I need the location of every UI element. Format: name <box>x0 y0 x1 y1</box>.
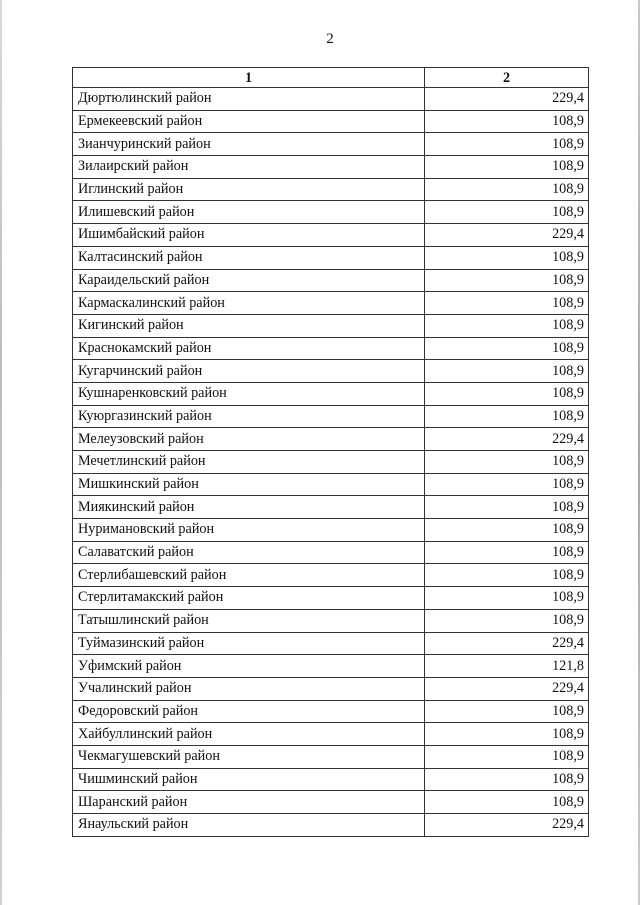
district-name-cell: Шаранский район <box>73 791 425 814</box>
value-cell: 108,9 <box>425 405 589 428</box>
table-header-row <box>73 68 589 88</box>
table-row <box>73 541 589 564</box>
scan-edge-left <box>0 0 2 905</box>
value-cell: 108,9 <box>425 609 589 632</box>
district-name-cell: Кигинский район <box>73 314 425 337</box>
table-row <box>73 451 589 474</box>
value-cell: 229,4 <box>425 88 589 111</box>
value-cell: 108,9 <box>425 519 589 542</box>
district-name-cell: Зилаирский район <box>73 156 425 179</box>
district-name-cell: Стерлитамакский район <box>73 587 425 610</box>
value-cell: 229,4 <box>425 632 589 655</box>
table-row <box>73 178 589 201</box>
value-cell: 108,9 <box>425 723 589 746</box>
table-row <box>73 564 589 587</box>
table-row <box>73 156 589 179</box>
value-cell: 229,4 <box>425 677 589 700</box>
value-cell: 108,9 <box>425 768 589 791</box>
value-cell: 108,9 <box>425 337 589 360</box>
value-cell: 108,9 <box>425 201 589 224</box>
table-row <box>73 269 589 292</box>
table-row <box>73 700 589 723</box>
value-cell: 108,9 <box>425 541 589 564</box>
district-name-cell: Чекмагушевский район <box>73 745 425 768</box>
district-name-cell: Кугарчинский район <box>73 360 425 383</box>
value-cell: 108,9 <box>425 451 589 474</box>
column-header-1: 1 <box>73 68 425 88</box>
table-row <box>73 587 589 610</box>
value-cell: 229,4 <box>425 224 589 247</box>
value-cell: 121,8 <box>425 655 589 678</box>
table-row <box>73 609 589 632</box>
value-cell: 108,9 <box>425 745 589 768</box>
district-name-cell: Куюргазинский район <box>73 405 425 428</box>
district-name-cell: Мечетлинский район <box>73 451 425 474</box>
district-name-cell: Краснокамский район <box>73 337 425 360</box>
table-row <box>73 314 589 337</box>
value-cell: 108,9 <box>425 473 589 496</box>
value-cell: 229,4 <box>425 814 589 837</box>
district-name-cell: Кармаскалинский район <box>73 292 425 315</box>
district-name-cell: Уфимский район <box>73 655 425 678</box>
value-cell: 108,9 <box>425 269 589 292</box>
district-name-cell: Чишминский район <box>73 768 425 791</box>
table-row <box>73 292 589 315</box>
table-row <box>73 405 589 428</box>
value-cell: 108,9 <box>425 246 589 269</box>
table-row <box>73 814 589 837</box>
table-row <box>73 360 589 383</box>
district-name-cell: Федоровский район <box>73 700 425 723</box>
table-row <box>73 473 589 496</box>
table-row <box>73 224 589 247</box>
value-cell: 108,9 <box>425 382 589 405</box>
value-cell: 108,9 <box>425 133 589 156</box>
value-cell: 108,9 <box>425 156 589 179</box>
table-row <box>73 133 589 156</box>
value-cell: 108,9 <box>425 110 589 133</box>
table-row <box>73 655 589 678</box>
table-row <box>73 791 589 814</box>
district-name-cell: Илишевский район <box>73 201 425 224</box>
district-name-cell: Стерлибашевский район <box>73 564 425 587</box>
district-name-cell: Калтасинский район <box>73 246 425 269</box>
district-name-cell: Дюртюлинский район <box>73 88 425 111</box>
table-row <box>73 677 589 700</box>
value-cell: 108,9 <box>425 587 589 610</box>
column-header-2: 2 <box>425 68 589 88</box>
district-name-cell: Туймазинский район <box>73 632 425 655</box>
value-cell: 108,9 <box>425 791 589 814</box>
table-row <box>73 382 589 405</box>
district-name-cell: Ишимбайский район <box>73 224 425 247</box>
value-cell: 108,9 <box>425 564 589 587</box>
district-name-cell: Зианчуринский район <box>73 133 425 156</box>
table-row <box>73 201 589 224</box>
table-row <box>73 768 589 791</box>
district-name-cell: Кушнаренковский район <box>73 382 425 405</box>
value-cell: 108,9 <box>425 314 589 337</box>
district-name-cell: Нуримановский район <box>73 519 425 542</box>
table-body <box>73 88 589 837</box>
table-row <box>73 745 589 768</box>
table-row <box>73 88 589 111</box>
table-row <box>73 428 589 451</box>
value-cell: 108,9 <box>425 700 589 723</box>
page-number: 2 <box>326 31 334 47</box>
table-row <box>73 632 589 655</box>
table-row <box>73 246 589 269</box>
district-name-cell: Татышлинский район <box>73 609 425 632</box>
table-row <box>73 723 589 746</box>
district-name-cell: Миякинский район <box>73 496 425 519</box>
district-name-cell: Янаульский район <box>73 814 425 837</box>
value-cell: 108,9 <box>425 178 589 201</box>
value-cell: 108,9 <box>425 292 589 315</box>
district-name-cell: Ермекеевский район <box>73 110 425 133</box>
district-name-cell: Салаватский район <box>73 541 425 564</box>
table-row <box>73 519 589 542</box>
table-row <box>73 496 589 519</box>
value-cell: 108,9 <box>425 360 589 383</box>
table-row <box>73 337 589 360</box>
district-name-cell: Хайбуллинский район <box>73 723 425 746</box>
table-row <box>73 110 589 133</box>
district-name-cell: Иглинский район <box>73 178 425 201</box>
value-cell: 108,9 <box>425 496 589 519</box>
district-name-cell: Мишкинский район <box>73 473 425 496</box>
district-name-cell: Учалинский район <box>73 677 425 700</box>
district-name-cell: Караидельский район <box>73 269 425 292</box>
data-table <box>72 67 589 837</box>
district-name-cell: Мелеузовский район <box>73 428 425 451</box>
value-cell: 229,4 <box>425 428 589 451</box>
